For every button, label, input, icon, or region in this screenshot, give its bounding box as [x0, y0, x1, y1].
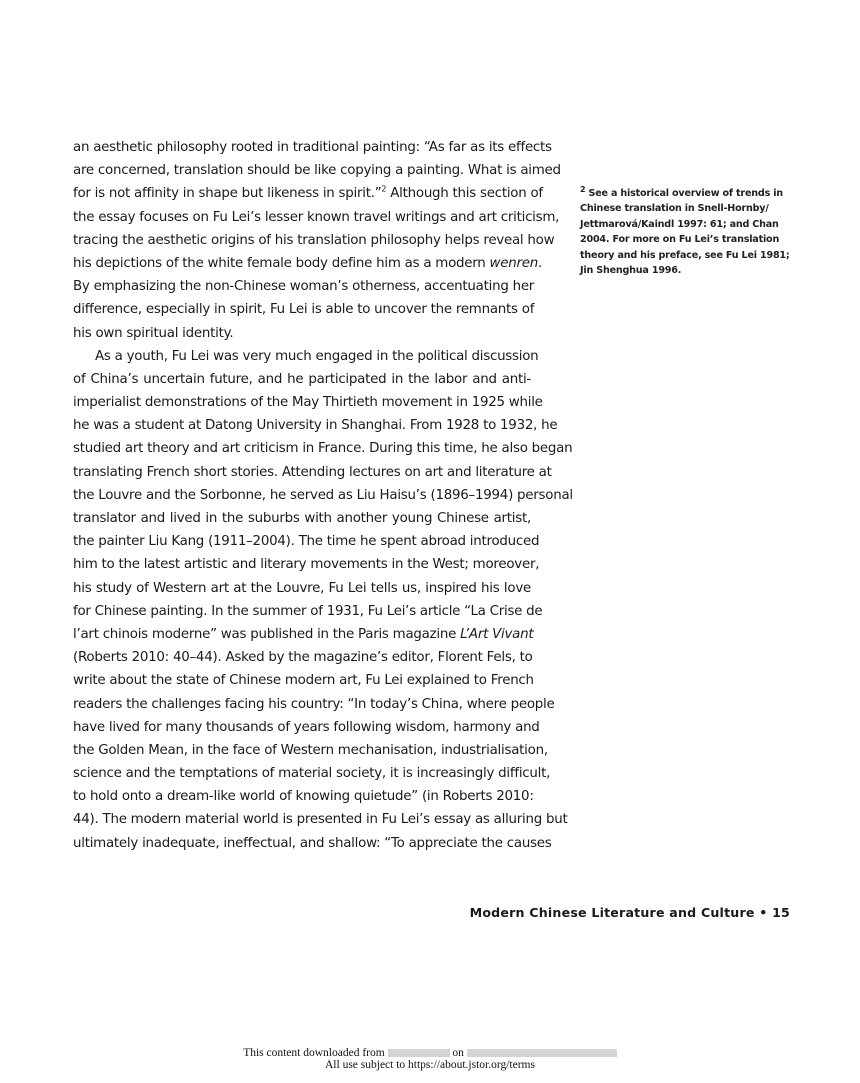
text-line: translating French short stories. Attending lectures on art and literature at — [73, 464, 552, 480]
text-line: the Louvre and the Sorbonne, he served as Liu Haisu’s (1896–1994) personal — [73, 487, 573, 503]
separator-bullet: • — [759, 905, 768, 920]
text-line: studied art theory and art criticism in France. During this time, he also began — [73, 441, 573, 457]
text-line — [73, 623, 534, 646]
text-line: an aesthetic philosophy rooted in traditional painting: “As far as its effects — [73, 140, 552, 155]
text-line: the Golden Mean, in the face of Western mechanisation, industrialisation, — [73, 742, 548, 758]
text-line: the essay focuses on Fu Lei’s lesser known travel writings and art criticism, — [73, 209, 560, 225]
text-line: 44). The modern material world is presented in Fu Lei’s essay as alluring but — [73, 812, 568, 828]
text-line: ultimately inadequate, ineffectual, and shallow: “To appreciate the causes — [73, 835, 552, 851]
text-line: of China’s uncertain future, and he participated in the labor and anti- — [73, 371, 531, 387]
footnote-text: See a historical overview of trends in Chinese translation in Snell-Hornby/ Jettmarová/Kaindl 1997: 61; and Chan 2004. For more on Fu Lei’s translation theory and his preface, see Fu Lei 1981; Jin Shenghua 1996. — [580, 188, 790, 277]
footnote-reference[interactable]: 2 — [381, 184, 387, 194]
download-line — [0, 1047, 860, 1059]
jstor-notice — [0, 1047, 860, 1071]
text-line: As a youth, Fu Lei was very much engaged in the political discussion — [95, 348, 539, 364]
text-line: (Roberts 2010: 40–44). Asked by the magazine’s editor, Florent Fels, to — [73, 650, 533, 666]
text-line: science and the temptations of material society, it is increasingly difficult, — [73, 766, 551, 782]
text-line: are concerned, translation should be like copying a painting. What is aimed — [73, 163, 561, 179]
text-line — [73, 252, 542, 275]
text-line: him to the latest artistic and literary movements in the West; moreover, — [73, 557, 540, 573]
footnote — [580, 186, 790, 278]
text-segment: for is not affinity in shape but likeness in spirit.” — [73, 186, 382, 202]
journal-title: Modern Chinese Literature and Culture — [469, 905, 755, 920]
text-line: have lived for many thousands of years following wisdom, harmony and — [73, 719, 540, 735]
running-footer — [470, 905, 790, 920]
text-segment: his depictions of the white female body define him as a modern — [73, 255, 490, 271]
italic-term: wenren — [489, 255, 538, 271]
text-line — [73, 182, 543, 205]
download-prefix: This content downloaded from — [243, 1047, 385, 1059]
text-segment: . — [537, 255, 542, 271]
text-line: translator and lived in the suburbs with another young Chinese artist, — [73, 511, 531, 526]
text-line: his own spiritual identity. — [73, 325, 234, 341]
italic-title: L’Art Vivant — [460, 626, 534, 642]
text-line: difference, especially in spirit, Fu Lei is able to uncover the remnants of — [73, 302, 535, 318]
text-line: to hold onto a dream-like world of knowing quietude” (in Roberts 2010: — [73, 789, 534, 805]
text-line: his study of Western art at the Louvre, Fu Lei tells us, inspired his love — [73, 580, 531, 596]
paragraph-1 — [73, 136, 561, 345]
download-on: on — [452, 1047, 464, 1059]
text-line: for Chinese painting. In the summer of 1931, Fu Lei’s article “La Crise de — [73, 603, 543, 619]
terms-line: All use subject to https://about.jstor.org/terms — [325, 1059, 535, 1071]
redacted-ip — [388, 1049, 450, 1057]
text-line: readers the challenges facing his country: “In today’s China, where people — [73, 696, 555, 712]
text-segment: l’art chinois moderne” was published in the Paris magazine — [73, 626, 461, 642]
text-line: imperialist demonstrations of the May Thirtieth movement in 1925 while — [73, 395, 543, 411]
main-text — [73, 136, 573, 855]
footnote-number: 2 — [580, 184, 586, 194]
text-line: the painter Liu Kang (1911–2004). The time he spent abroad introduced — [73, 534, 540, 550]
text-line: write about the state of Chinese modern art, Fu Lei explained to French — [73, 673, 534, 689]
text-segment: Although this section of — [386, 186, 543, 202]
text-line: he was a student at Datong University in Shanghai. From 1928 to 1932, he — [73, 418, 558, 434]
redacted-timestamp — [467, 1049, 617, 1057]
paragraph-2 — [73, 345, 573, 855]
text-line: By emphasizing the non-Chinese woman’s otherness, accentuating her — [73, 279, 535, 295]
text-line: tracing the aesthetic origins of his translation philosophy helps reveal how — [73, 232, 555, 248]
page-number: 15 — [772, 905, 790, 920]
